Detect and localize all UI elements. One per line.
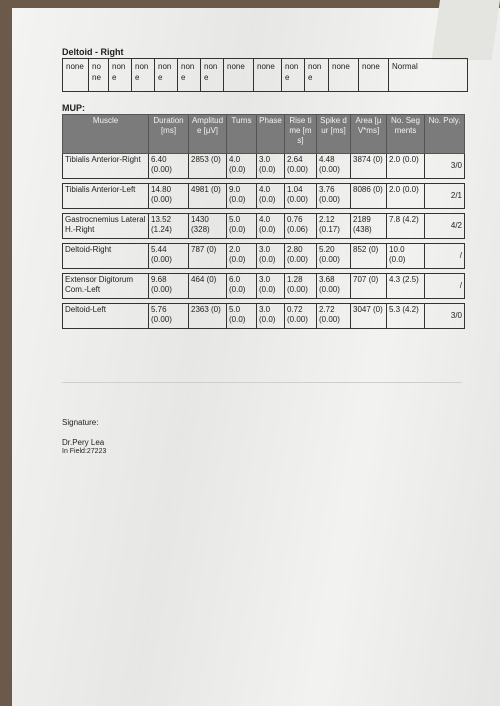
deltoid-cell: none: [89, 59, 109, 91]
cell-duration: 5.44 (0.00): [149, 244, 189, 269]
cell-rise-time: 0.72 (0.00): [285, 304, 317, 329]
deltoid-cell: none: [305, 59, 329, 91]
cell-amplitude: 2853 (0): [189, 154, 227, 179]
signature-label: Signature:: [62, 418, 99, 427]
deltoid-cell: none: [329, 59, 359, 91]
cell-amplitude: 787 (0): [189, 244, 227, 269]
cell-phase: 3.0 (0.0): [257, 304, 285, 329]
divider: [62, 382, 462, 383]
cell-phase: 3.0 (0.0): [257, 274, 285, 299]
cell-spike-dur: 5.20 (0.00): [317, 244, 351, 269]
col-header-phase: Phase: [257, 115, 285, 154]
cell-segments: 7.8 (4.2): [387, 214, 425, 239]
cell-area: 2189 (438): [351, 214, 387, 239]
cell-turns: 2.0 (0.0): [227, 244, 257, 269]
cell-spike-dur: 2.72 (0.00): [317, 304, 351, 329]
deltoid-cell: none: [109, 59, 132, 91]
deltoid-result-table: [62, 58, 468, 92]
cell-phase: 4.0 (0.0): [257, 184, 285, 209]
col-header-amplitude: Amplitude [µV]: [189, 115, 227, 154]
signature-id: In Field:27223: [62, 448, 107, 455]
cell-spike-dur: 3.76 (0.00): [317, 184, 351, 209]
deltoid-cell: none: [132, 59, 155, 91]
signature-name: Dr.Pery Lea: [62, 438, 105, 447]
cell-amplitude: 464 (0): [189, 274, 227, 299]
cell-poly: 3/0: [425, 304, 465, 329]
cell-turns: 9.0 (0.0): [227, 184, 257, 209]
cell-segments: 2.0 (0.0): [387, 154, 425, 179]
cell-muscle: Gastrocnemius Lateral H.-Right: [63, 214, 149, 239]
cell-duration: 5.76 (0.00): [149, 304, 189, 329]
cell-duration: 14.80 (0.00): [149, 184, 189, 209]
cell-area: 707 (0): [351, 274, 387, 299]
cell-rise-time: 2.64 (0.00): [285, 154, 317, 179]
cell-phase: 4.0 (0.0): [257, 214, 285, 239]
mup-section-title: MUP:: [62, 103, 85, 113]
background-paper-corner: [432, 0, 500, 60]
cell-muscle: Tibialis Anterior-Right: [63, 154, 149, 179]
deltoid-cell: none: [178, 59, 201, 91]
cell-muscle: Deltoid-Left: [63, 304, 149, 329]
cell-rise-time: 1.28 (0.00): [285, 274, 317, 299]
cell-area: 852 (0): [351, 244, 387, 269]
table-row: [63, 154, 465, 179]
deltoid-cell: none: [282, 59, 305, 91]
col-header-turns: Turns: [227, 115, 257, 154]
deltoid-cell: none: [63, 59, 89, 91]
cell-area: 8086 (0): [351, 184, 387, 209]
cell-segments: 4.3 (2.5): [387, 274, 425, 299]
deltoid-cell: none: [201, 59, 224, 91]
cell-poly: 2/1: [425, 184, 465, 209]
mup-table: [62, 114, 465, 329]
deltoid-cell: Normal: [392, 62, 418, 71]
cell-rise-time: 2.80 (0.00): [285, 244, 317, 269]
cell-spike-dur: 3.68 (0.00): [317, 274, 351, 299]
table-row: [63, 184, 465, 209]
cell-muscle: Deltoid-Right: [63, 244, 149, 269]
cell-turns: 5.0 (0.0): [227, 304, 257, 329]
cell-segments: 5.3 (4.2): [387, 304, 425, 329]
cell-duration: 6.40 (0.00): [149, 154, 189, 179]
cell-spike-dur: 4.48 (0.00): [317, 154, 351, 179]
deltoid-section-title: Deltoid - Right: [62, 47, 124, 57]
cell-rise-time: 1.04 (0.00): [285, 184, 317, 209]
cell-poly: 4/2: [425, 214, 465, 239]
deltoid-cell: none: [224, 59, 254, 91]
cell-amplitude: 1430 (328): [189, 214, 227, 239]
cell-area: 3874 (0): [351, 154, 387, 179]
cell-rise-time: 0.76 (0.06): [285, 214, 317, 239]
col-header-muscle: Muscle: [63, 115, 149, 154]
cell-spike-dur: 2.12 (0.17): [317, 214, 351, 239]
cell-phase: 3.0 (0.0): [257, 154, 285, 179]
cell-poly: /: [425, 274, 465, 299]
table-row: [63, 244, 465, 269]
table-row: [63, 214, 465, 239]
col-header-rise-time: Rise time [ms]: [285, 115, 317, 154]
table-row: [63, 274, 465, 299]
cell-phase: 3.0 (0.0): [257, 244, 285, 269]
col-header-segments: No. Segments: [387, 115, 425, 154]
cell-duration: 9.68 (0.00): [149, 274, 189, 299]
col-header-area: Area [µV*ms]: [351, 115, 387, 154]
cell-muscle: Tibialis Anterior-Left: [63, 184, 149, 209]
deltoid-cell: none: [359, 59, 389, 91]
deltoid-cell: none: [254, 59, 282, 91]
col-header-duration: Duration [ms]: [149, 115, 189, 154]
cell-segments: 10.0 (0.0): [387, 244, 425, 269]
col-header-poly: No. Poly.: [425, 115, 465, 154]
cell-area: 3047 (0): [351, 304, 387, 329]
cell-amplitude: 2363 (0): [189, 304, 227, 329]
cell-poly: /: [425, 244, 465, 269]
paper-sheet: [12, 8, 500, 706]
cell-turns: 5.0 (0.0): [227, 214, 257, 239]
cell-turns: 6.0 (0.0): [227, 274, 257, 299]
col-header-spike-dur: Spike dur [ms]: [317, 115, 351, 154]
cell-amplitude: 4981 (0): [189, 184, 227, 209]
cell-turns: 4.0 (0.0): [227, 154, 257, 179]
deltoid-cell: none: [155, 59, 178, 91]
cell-segments: 2.0 (0.0): [387, 184, 425, 209]
cell-duration: 13.52 (1.24): [149, 214, 189, 239]
cell-poly: 3/0: [425, 154, 465, 179]
mup-header-row: [63, 115, 465, 154]
table-row: [63, 304, 465, 329]
cell-muscle: Extensor Digitorum Com.-Left: [63, 274, 149, 299]
